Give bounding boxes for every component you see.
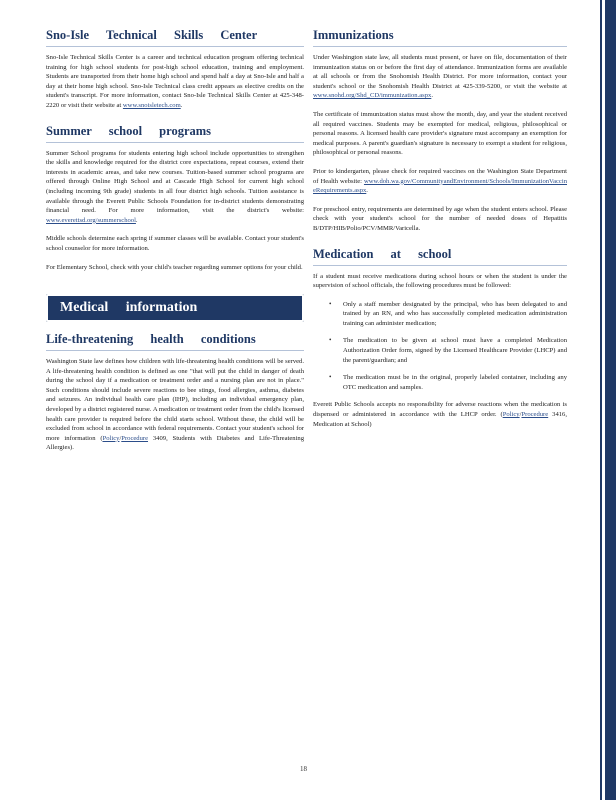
section-heading: Medication at school [313,247,567,266]
left-column [46,28,304,462]
section-heading: Summer school programs [46,124,304,143]
section-paragraph: Washington State law defines how children with life-threatening health conditions will be served. A life-threatening health condition is defined as one "that will put the child in danger of death during the school day if a medication or treatment order and a nursing plan are not in place." Such conditions should include severe reactions to bee stings, food allergies, asthma, diabetes and seizures. An individual health care plan (IHP), including an individual emergency plan, developed by a district registered nurse. A medication or treatment order from the child's licensed health care provider is required before the child starts school. Without these, the child will be excluded from school in accordance with federal requirements. Contact your student's school for more information (Policy/Procedure 3409, Students with Diabetes and Life-Threatening Allergies). [46,358,305,452]
page-edge-line [600,0,602,800]
section-medication [313,247,567,430]
section-paragraph: For preschool entry, requirements are determined by age when the student enters school. Please check with your student's school for the number of needed doses of Hepatitis B/DTP/HIB/Polio/PCV/MMR/Varicella. [313,205,567,232]
section-paragraph: The certificate of immunization status must show the month, day, and year the student received all required vaccines. Students may be exempted for medical, religious, philosophical or personal reasons. A licensed health care provider's signature must accompany an exemption for medical purposes. A parent's guardian's signature is necessary to exempt a student for religious, philosophical or personal reasons. [313,110,567,157]
procedure-link[interactable]: Procedure [121,434,149,442]
policy-link[interactable]: Policy [102,434,120,442]
section-paragraph: Middle schools determine each spring if summer classes will be available. Contact your student's school counselor for more information. [46,235,304,252]
section-paragraph: Summer School programs for students entering high school include opportunities to strengthen the skills and knowledge required for the district core expectations, repeat courses, extend their interests in academic areas, and take new courses. Tuition-based summer school programs are offered through Online High School and at Cascade High School for current high school (including incoming 9th grade) students in all four district high schools. Tuition assistance is available through the Everett Public Schools Foundation for in-district students demonstrating financial need. For more information, visit the district's website: www.everettsd.org/summerschool. [46,149,304,224]
doh-vaccine-link[interactable]: www.doh.wa.gov/CommunityandEnvironment/Schools/ImmunizationVaccineRequirements.aspx [313,177,567,195]
section-summer-school [46,124,304,273]
section-immunizations [313,28,567,234]
list-item: • The medication to be given at school must have a completed Medication Authorization Order form, signed by the Licensed Healthcare Provider (LHCP) and the parent/guardian; and [343,336,567,365]
medical-information-banner: Medical information [46,294,304,322]
right-column [313,28,567,438]
section-heading: Sno-Isle Technical Skills Center [46,28,304,47]
section-paragraph: For Elementary School, check with your child's teacher regarding summer options for your child. [46,263,303,271]
page-edge-bar [605,0,616,800]
section-life-threatening [46,332,304,453]
snoisletech-link[interactable]: www.snoisletech.com [122,101,181,109]
section-paragraph: Prior to kindergarten, please check for required vaccines on the Washington State Department of Health website: www.doh.wa.gov/CommunityandEnvironment/Schools/ImmunizationVaccineRequirements.aspx. [313,167,567,195]
section-sno-isle [46,28,304,111]
section-paragraph: Under Washington state law, all students must present, or have on file, documentation of their immunization status on or before the first day of attendance. Immunization forms are available at all schools or from the Snohomish Health District. For more information, contact your student's school or the Snohomish Health District at 425-339-5200, or visit the website at www.snohd.org/Shd_CD/immunization.aspx. [313,54,567,100]
section-heading: Life-threatening health conditions [46,332,304,351]
section-paragraph: Everett Public Schools accepts no responsibility for adverse reactions when the medication is dispensed or administered in accordance with the LHCP order. (Policy/Procedure 3416, Medication at School) [313,401,567,428]
list-item: • The medication must be in the original, properly labeled container, including any OTC medication and samples. [343,373,567,392]
list-item: • Only a staff member designated by the principal, who has been delegated to and trained by an RN, and who has successfully completed medication administration training can administer medication; [343,300,567,329]
section-paragraph: If a student must receive medications during school hours or when the student is under the supervision of school officials, the following procedures must be followed: [313,272,567,290]
snohd-immunization-link[interactable]: www.snohd.org/Shd_CD/immunization.aspx [313,92,432,100]
medication-procedures-list [313,300,567,393]
procedure-link[interactable]: Procedure [521,411,549,419]
policy-link[interactable]: Policy [502,411,520,419]
summer-school-link[interactable]: www.everettsd.org/summerschool [46,216,136,224]
page-number: 18 [300,765,307,773]
section-heading: Immunizations [313,28,567,47]
section-paragraph: Sno-Isle Technical Skills Center is a career and technical education program offering technical training for high school students for post-high school education, training and employment. Students are transported from their home high school and spend half a day at Sno-Isle and half a day at their home high school. Sno-Isle Technical class credit appears as elective credits on the student's transcript. For more information, contact Sno-Isle Technical Skills Center at 425-348-2220 or visit their website at www.snoisletech.com. [46,54,304,109]
